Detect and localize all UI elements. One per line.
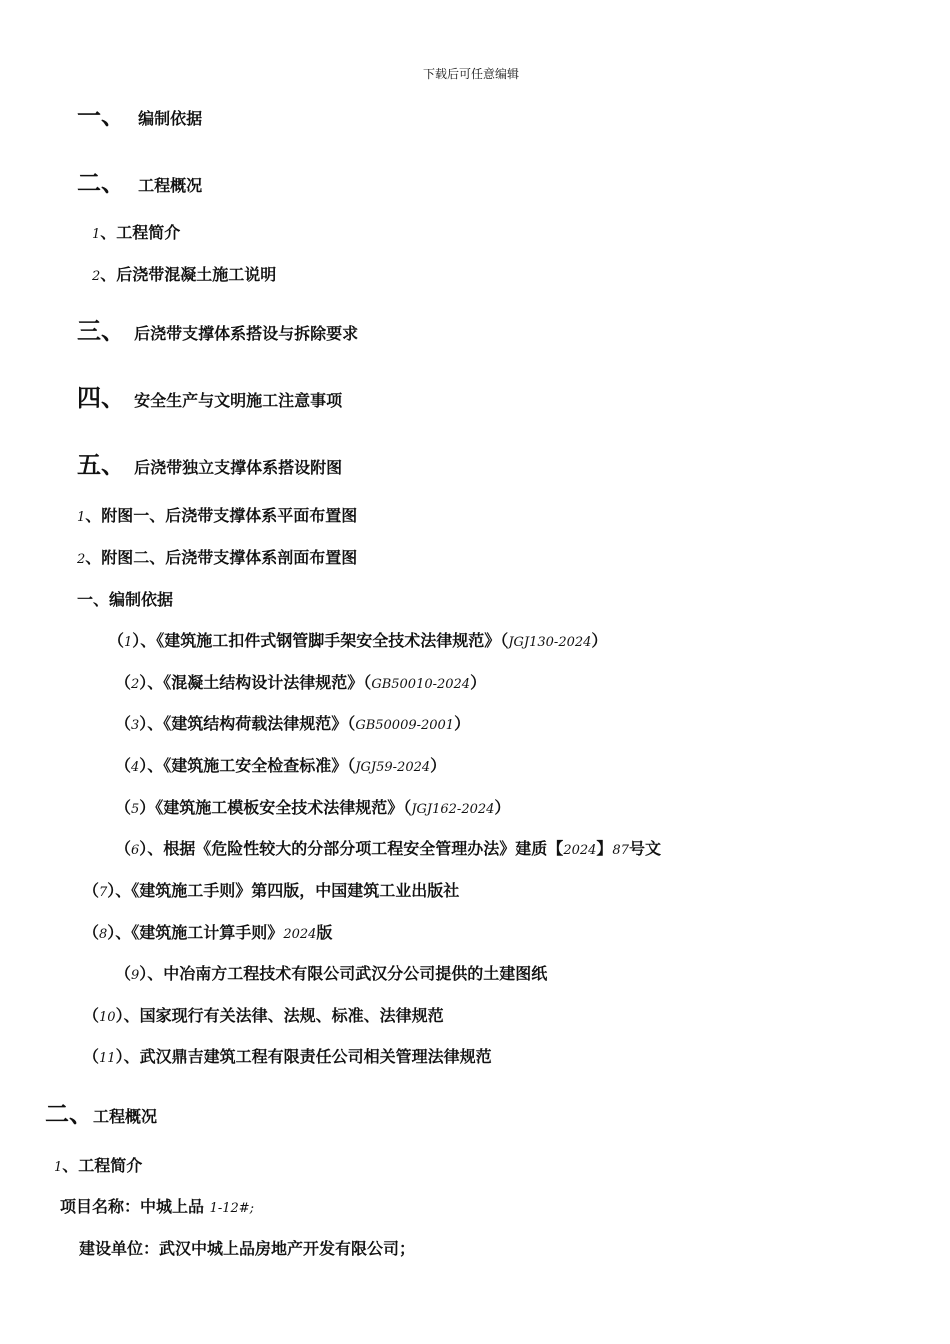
toc-section-number: 四、 [77, 384, 125, 412]
basis-item-7 [83, 883, 459, 899]
paren-open: （ [83, 1006, 100, 1025]
toc-subsection-separator: 、 [85, 548, 102, 567]
item-number: 10 [99, 1010, 116, 1025]
item-number: 7 [99, 885, 108, 900]
toc-section-title: 后浇带支撑体系搭设与拆除要求 [134, 324, 359, 343]
toc-subsection-title: 附图一、后浇带支撑体系平面布置图 [101, 506, 358, 525]
toc-section-1[interactable] [77, 104, 202, 128]
toc-section-number: 二、 [77, 169, 125, 197]
section-number: 二、 [45, 1100, 93, 1128]
basis-item-5 [115, 800, 510, 816]
document-year: 2024 [563, 843, 597, 858]
basis-item-2 [115, 675, 486, 691]
paren-open: （ [108, 631, 125, 650]
toc-subsection-title: 后浇带混凝土施工说明 [116, 265, 277, 284]
project-building-code: 1-12#; [209, 1201, 255, 1216]
paren-close: ） [494, 798, 511, 817]
toc-subsection-2-1[interactable] [92, 225, 180, 241]
item-text: ）、《建筑施工手则》第四版，中国建筑工业出版社 [107, 881, 460, 900]
builder-line: 建设单位：武汉中城上品房地产开发有限公司； [79, 1239, 416, 1258]
item-number: 5 [131, 802, 140, 817]
item-suffix: 号文 [628, 839, 661, 858]
item-text: ）、根据《危险性较大的分部分项工程安全管理办法》建质【 [139, 839, 564, 858]
basis-item-1 [108, 633, 607, 649]
toc-section-4[interactable] [77, 386, 342, 410]
paren-open: （ [115, 714, 132, 733]
standard-code: GB50010-2024 [371, 677, 471, 692]
item-text: ）、《建筑施工扣件式钢管脚手架安全技术法律规范》（ [132, 631, 509, 650]
standard-code: GB50009-2001 [355, 718, 455, 733]
document-number: 87 [612, 843, 629, 858]
paren-open: （ [115, 798, 132, 817]
basis-item-3 [115, 716, 470, 732]
toc-subsection-5-2[interactable] [77, 550, 357, 566]
item-text: ）、《建筑施工安全检查标准》（ [139, 756, 356, 775]
toc-section-title: 安全生产与文明施工注意事项 [134, 391, 343, 410]
item-number: 6 [131, 843, 140, 858]
basis-item-9 [115, 966, 547, 982]
item-suffix: 版 [316, 923, 333, 942]
item-text: ）、国家现行有关法律、法规、标准、法律规范 [115, 1006, 444, 1025]
overview-heading [45, 1102, 157, 1126]
paren-open: （ [83, 1047, 100, 1066]
item-number: 2 [131, 677, 140, 692]
project-name-label: 项目名称：中城上品 [60, 1197, 210, 1216]
toc-subsection-separator: 、 [100, 223, 117, 242]
section-title: 工程概况 [93, 1107, 158, 1126]
toc-subsection-5-1[interactable] [77, 508, 357, 524]
item-text: ）《建筑施工模板安全技术法律规范》（ [139, 798, 412, 817]
edition-year: 2024 [283, 927, 317, 942]
toc-subsection-separator: 、 [100, 265, 117, 284]
subsection-title: 、工程简介 [62, 1156, 143, 1175]
item-number: 4 [131, 760, 140, 775]
standard-code: JGJ162-2024 [411, 802, 495, 817]
paren-open: （ [115, 839, 132, 858]
basis-item-4 [115, 758, 446, 774]
toc-section-title: 编制依据 [138, 109, 203, 128]
item-text: ）、《建筑结构荷载法律规范》（ [139, 714, 356, 733]
item-text: ）、武汉鼎吉建筑工程有限责任公司相关管理法律规范 [115, 1047, 492, 1066]
item-number: 9 [131, 968, 140, 983]
toc-section-number: 一、 [77, 102, 125, 130]
item-number: 1 [124, 635, 133, 650]
basis-item-10 [83, 1008, 444, 1024]
paren-open: （ [83, 881, 100, 900]
item-number: 3 [131, 718, 140, 733]
overview-subheading [54, 1158, 142, 1174]
basis-item-11 [83, 1049, 492, 1065]
paren-close: ） [470, 673, 487, 692]
paren-open: （ [115, 964, 132, 983]
toc-subsection-title: 附图二、后浇带支撑体系剖面布置图 [101, 548, 358, 567]
page-header-note: 下载后可任意编辑 [423, 67, 520, 81]
item-number: 8 [99, 927, 108, 942]
paren-close: ） [430, 756, 447, 775]
toc-subsection-2-2[interactable] [92, 267, 276, 283]
basis-item-8 [83, 925, 332, 941]
toc-section-number: 五、 [77, 451, 125, 479]
standard-code: JGJ59-2024 [355, 760, 431, 775]
project-name-line [60, 1199, 254, 1215]
toc-subsection-separator: 、 [85, 506, 102, 525]
item-number: 11 [99, 1051, 116, 1066]
toc-subsection-number: 2 [77, 552, 86, 567]
item-text: ）、中冶南方工程技术有限公司武汉分公司提供的土建图纸 [139, 964, 548, 983]
basis-item-6 [115, 841, 661, 857]
paren-open: （ [115, 673, 132, 692]
subsection-number: 1 [54, 1160, 63, 1175]
item-text: ）、《建筑施工计算手则》 [107, 923, 284, 942]
paren-open: （ [83, 923, 100, 942]
paren-close: ） [591, 631, 608, 650]
toc-section-title: 后浇带独立支撑体系搭设附图 [134, 458, 343, 477]
toc-subsection-title: 工程简介 [116, 223, 181, 242]
toc-section-number: 三、 [77, 317, 125, 345]
toc-section-3[interactable] [77, 319, 358, 343]
item-text: ）、《混凝土结构设计法律规范》（ [139, 673, 372, 692]
paren-open: （ [115, 756, 132, 775]
paren-close: ） [454, 714, 471, 733]
bracket-close: 】 [596, 839, 613, 858]
toc-section-5[interactable] [77, 453, 342, 477]
toc-subsection-number: 2 [92, 269, 101, 284]
toc-section-2[interactable] [77, 171, 202, 195]
basis-heading: 一、编制依据 [77, 590, 174, 609]
toc-section-title: 工程概况 [138, 176, 203, 195]
toc-subsection-number: 1 [77, 510, 86, 525]
standard-code: JGJ130-2024 [508, 635, 592, 650]
toc-subsection-number: 1 [92, 227, 101, 242]
